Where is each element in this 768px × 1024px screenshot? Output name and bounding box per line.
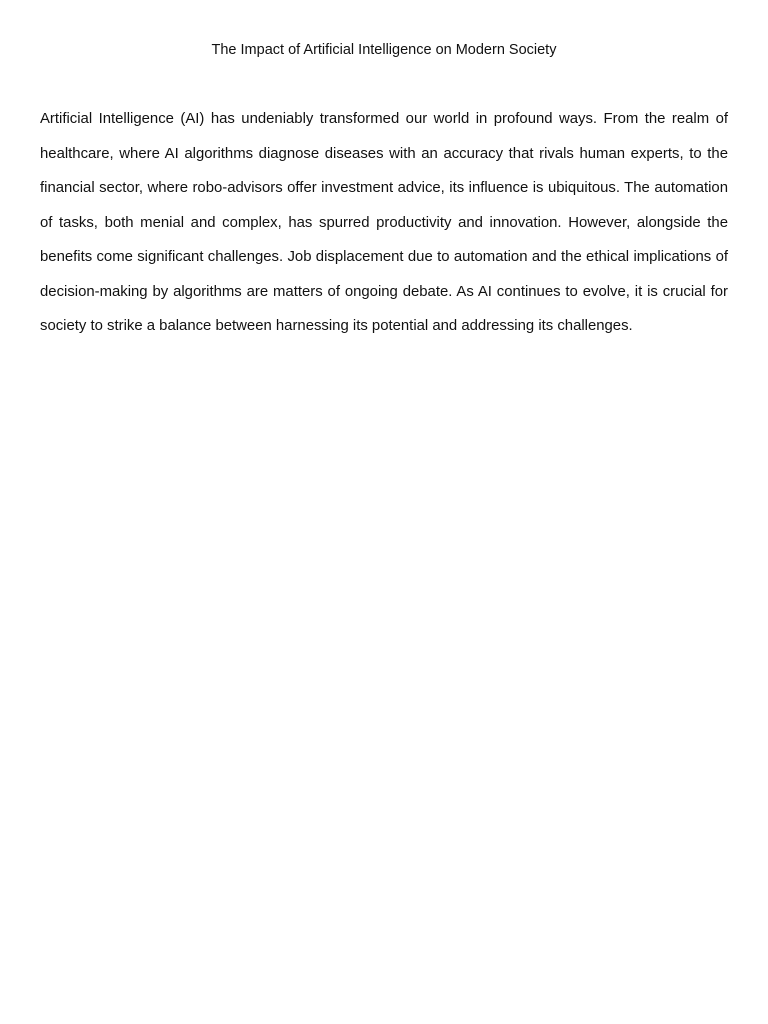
- body-paragraph: Artificial Intelligence (AI) has undeniably transformed our world in profound ways. From the realm of healthcare, where AI algorithms diagnose diseases with an accuracy that rivals human experts, to the financial sector, where robo-advisors offer investment advice, its influence is ubiquitous. The automation of tasks, both menial and complex, has spurred productivity and innovation. However, alongside the benefits come significant challenges. Job displacement due to automation and the ethical implications of decision-making by algorithms are matters of ongoing debate. As AI continues to evolve, it is crucial for society to strike a balance between harnessing its potential and addressing its challenges.: [40, 111, 728, 334]
- document-title: The Impact of Artificial Intelligence on Modern Society: [211, 42, 557, 58]
